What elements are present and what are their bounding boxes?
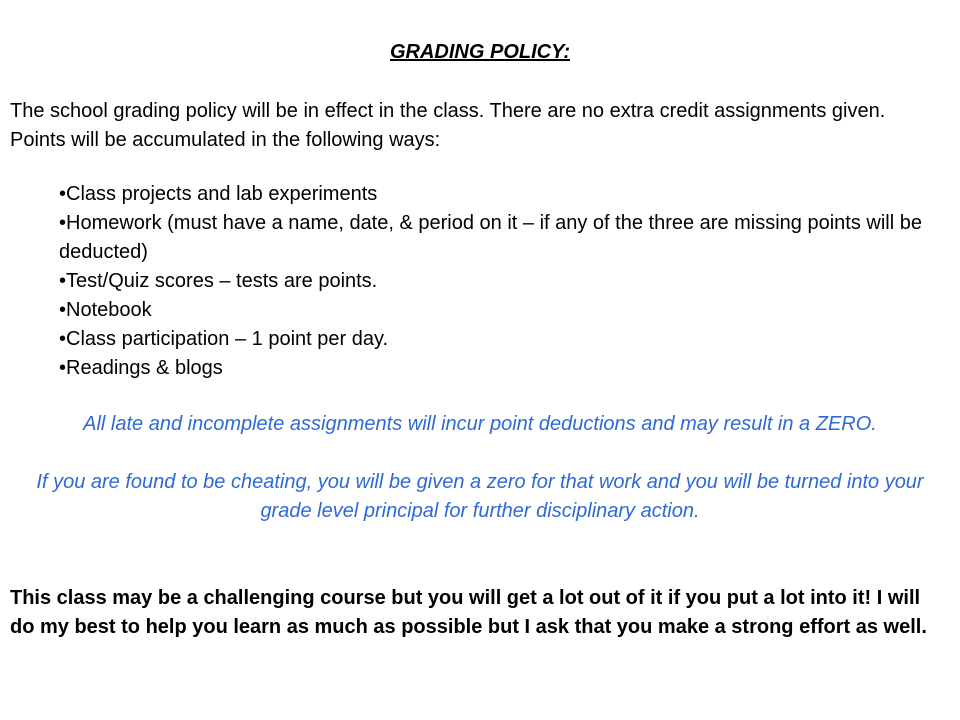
cheating-warning: If you are found to be cheating, you will be given a zero for that work and you will be turned into your grade level principal for further disciplinary action. [36,471,924,522]
list-item: •Test/Quiz scores – tests are points. [59,270,378,292]
list-item: •Readings & blogs [59,357,223,379]
list-item: •Class projects and lab experiments [59,183,378,205]
list-item: •Homework (must have a name, date, & period on it – if any of the three are missing points will be deducted) [59,212,922,263]
late-work-warning: All late and incomplete assignments will incur point deductions and may result in a ZERO. [83,413,877,435]
points-list [59,180,954,383]
list-item: •Class participation – 1 point per day. [59,328,389,350]
page-title: GRADING POLICY: [389,41,570,63]
intro-paragraph: The school grading policy will be in effect in the class. There are no extra credit assignments given. Points will be accumulated in the following ways: [10,100,886,151]
closing-paragraph: This class may be a challenging course but you will get a lot out of it if you put a lot into it! I will do my best to help you learn as much as possible but I ask that you make a strong effort as well. [10,587,927,638]
list-item: •Notebook [59,299,152,321]
